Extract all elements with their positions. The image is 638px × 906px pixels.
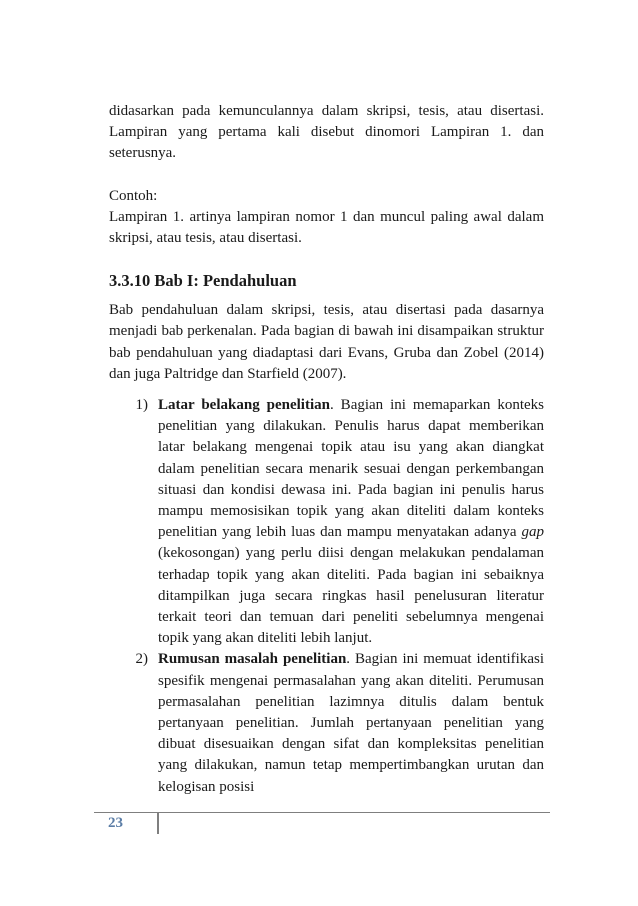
list-item-body [158,649,544,797]
list-item-title: Latar belakang penelitian [158,397,330,414]
list-item-number: 2) [135,651,148,668]
footer-divider [157,812,159,834]
footer-rule [94,812,550,813]
numbered-list [109,395,544,798]
list-item [109,649,544,797]
section-paragraph: Bab pendahuluan dalam skripsi, tesis, atau disertasi pada dasarnya menjadi bab perkenalan. Pada bagian di bawah ini disampaikan struktur bab pendahuluan yang diadaptasi dari Evans, Gruba dan Zobel (2014) dan juga Paltridge dan Starfield (2007). [109,302,544,382]
list-item-number: 1) [135,397,148,414]
section-heading: 3.3.10 Bab I: Pendahuluan [109,271,297,291]
list-item-title: Rumusan masalah penelitian [158,651,347,668]
intro-paragraph: didasarkan pada kemunculannya dalam skripsi, tesis, atau disertasi. Lampiran yang pertama kali disebut dinomori Lampiran 1. dan seterusnya. [109,103,544,162]
gap-term: gap [521,524,544,541]
list-item-body [158,395,544,649]
list-item [109,395,544,649]
example-label: Contoh: [109,187,158,204]
example-paragraph: Lampiran 1. artinya lampiran nomor 1 dan muncul paling awal dalam skripsi, atau tesis, atau disertasi. [109,208,544,247]
page-number: 23 [108,815,123,831]
page-content [109,101,544,798]
list-item-text: . Bagian ini memaparkan konteks penelitian yang dilakukan. Penulis harus dapat memberikan latar belakang mengenai topik atau isu yang akan diangkat dalam penelitian secara menarik sesuai dengan perkembangan situasi dan kondisi dewasa ini. Pada bagian ini penulis harus mampu memosisikan topik yang akan diteliti dalam konteks penelitian yang lebih luas dan mampu menyatakan adanya [158,397,544,541]
list-item-text-continued: (kekosongan) yang perlu diisi dengan melakukan pendalaman terhadap topik yang akan diteliti. Pada bagian ini sebaiknya ditampilkan juga secara ringkas hasil penelusuran literatur terkait teori dan temuan dari peneliti sebelumnya mengenai topik yang akan diteliti lebih lanjut. [158,545,544,647]
list-item-text: . Bagian ini memuat identifikasi spesifik mengenai permasalahan yang akan diteliti. Perumusan permasalahan penelitian lazimnya ditulis dalam bentuk pertanyaan penelitian. Jumlah pertanyaan penelitian yang dibuat disesuaikan dengan sifat dan kompleksitas penelitian yang dilakukan, namun tetap mempertimbangkan urutan dan kelogisan posisi [158,651,544,795]
